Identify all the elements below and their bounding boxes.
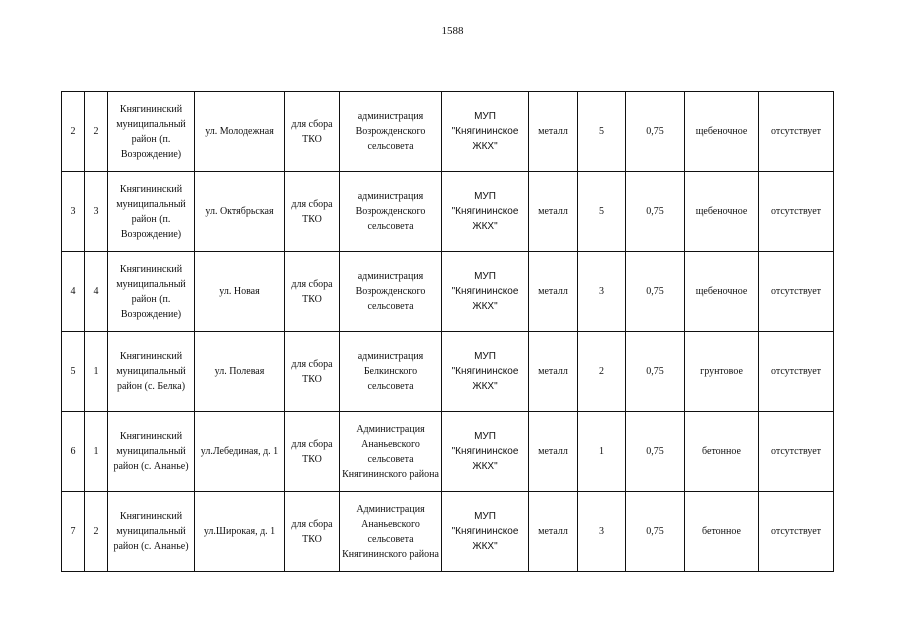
sub-number-cell: 2	[85, 92, 108, 172]
table-row	[62, 412, 834, 492]
fence-cell: отсутствует	[759, 332, 834, 412]
operator-cell: МУП "Княгининское ЖКХ"	[442, 492, 529, 572]
purpose-cell: для сбора ТКО	[285, 412, 340, 492]
container-count-cell: 5	[578, 92, 626, 172]
operator-cell: МУП "Княгининское ЖКХ"	[442, 332, 529, 412]
material-cell: металл	[529, 92, 578, 172]
fence-cell: отсутствует	[759, 412, 834, 492]
container-volume-cell: 0,75	[626, 412, 685, 492]
table-row	[62, 92, 834, 172]
table-row	[62, 252, 834, 332]
material-cell: металл	[529, 412, 578, 492]
district-cell: Княгининский муниципальный район (с. Ананье)	[108, 412, 195, 492]
container-volume-cell: 0,75	[626, 252, 685, 332]
purpose-cell: для сбора ТКО	[285, 332, 340, 412]
row-number-cell: 6	[62, 412, 85, 492]
operator-cell: МУП "Княгининское ЖКХ"	[442, 92, 529, 172]
operator-cell: МУП "Княгининское ЖКХ"	[442, 252, 529, 332]
owner-cell: Администрация Ананьевского сельсовета Княгининского района	[340, 412, 442, 492]
container-volume-cell: 0,75	[626, 172, 685, 252]
container-count-cell: 3	[578, 492, 626, 572]
container-volume-cell: 0,75	[626, 332, 685, 412]
waste-sites-table	[61, 91, 834, 572]
row-number-cell: 3	[62, 172, 85, 252]
material-cell: металл	[529, 492, 578, 572]
fence-cell: отсутствует	[759, 92, 834, 172]
fence-cell: отсутствует	[759, 492, 834, 572]
row-number-cell: 5	[62, 332, 85, 412]
purpose-cell: для сбора ТКО	[285, 252, 340, 332]
table-body	[62, 92, 834, 572]
purpose-cell: для сбора ТКО	[285, 172, 340, 252]
owner-cell: администрация Возрожденского сельсовета	[340, 92, 442, 172]
owner-cell: администрация Возрожденского сельсовета	[340, 172, 442, 252]
container-count-cell: 5	[578, 172, 626, 252]
surface-cell: бетонное	[685, 412, 759, 492]
street-cell: ул. Полевая	[195, 332, 285, 412]
owner-cell: Администрация Ананьевского сельсовета Княгининского района	[340, 492, 442, 572]
container-volume-cell: 0,75	[626, 92, 685, 172]
street-cell: ул.Лебединая, д. 1	[195, 412, 285, 492]
purpose-cell: для сбора ТКО	[285, 92, 340, 172]
sub-number-cell: 1	[85, 332, 108, 412]
street-cell: ул.Широкая, д. 1	[195, 492, 285, 572]
district-cell: Княгининский муниципальный район (п. Возрождение)	[108, 92, 195, 172]
surface-cell: бетонное	[685, 492, 759, 572]
table-row	[62, 492, 834, 572]
row-number-cell: 4	[62, 252, 85, 332]
sub-number-cell: 2	[85, 492, 108, 572]
sub-number-cell: 4	[85, 252, 108, 332]
district-cell: Княгининский муниципальный район (с. Белка)	[108, 332, 195, 412]
street-cell: ул. Новая	[195, 252, 285, 332]
fence-cell: отсутствует	[759, 172, 834, 252]
sub-number-cell: 1	[85, 412, 108, 492]
surface-cell: щебеночное	[685, 172, 759, 252]
surface-cell: грунтовое	[685, 332, 759, 412]
material-cell: металл	[529, 172, 578, 252]
district-cell: Княгининский муниципальный район (п. Возрождение)	[108, 252, 195, 332]
district-cell: Княгининский муниципальный район (с. Ананье)	[108, 492, 195, 572]
district-cell: Княгининский муниципальный район (п. Возрождение)	[108, 172, 195, 252]
container-volume-cell: 0,75	[626, 492, 685, 572]
table-row	[62, 332, 834, 412]
owner-cell: администрация Белкинского сельсовета	[340, 332, 442, 412]
container-count-cell: 3	[578, 252, 626, 332]
container-count-cell: 2	[578, 332, 626, 412]
sub-number-cell: 3	[85, 172, 108, 252]
row-number-cell: 2	[62, 92, 85, 172]
material-cell: металл	[529, 332, 578, 412]
page-number: 1588	[441, 25, 464, 37]
surface-cell: щебеночное	[685, 252, 759, 332]
surface-cell: щебеночное	[685, 92, 759, 172]
material-cell: металл	[529, 252, 578, 332]
operator-cell: МУП "Княгининское ЖКХ"	[442, 172, 529, 252]
street-cell: ул. Октябрьская	[195, 172, 285, 252]
street-cell: ул. Молодежная	[195, 92, 285, 172]
owner-cell: администрация Возрожденского сельсовета	[340, 252, 442, 332]
purpose-cell: для сбора ТКО	[285, 492, 340, 572]
fence-cell: отсутствует	[759, 252, 834, 332]
container-count-cell: 1	[578, 412, 626, 492]
row-number-cell: 7	[62, 492, 85, 572]
operator-cell: МУП "Княгининское ЖКХ"	[442, 412, 529, 492]
table-row	[62, 172, 834, 252]
